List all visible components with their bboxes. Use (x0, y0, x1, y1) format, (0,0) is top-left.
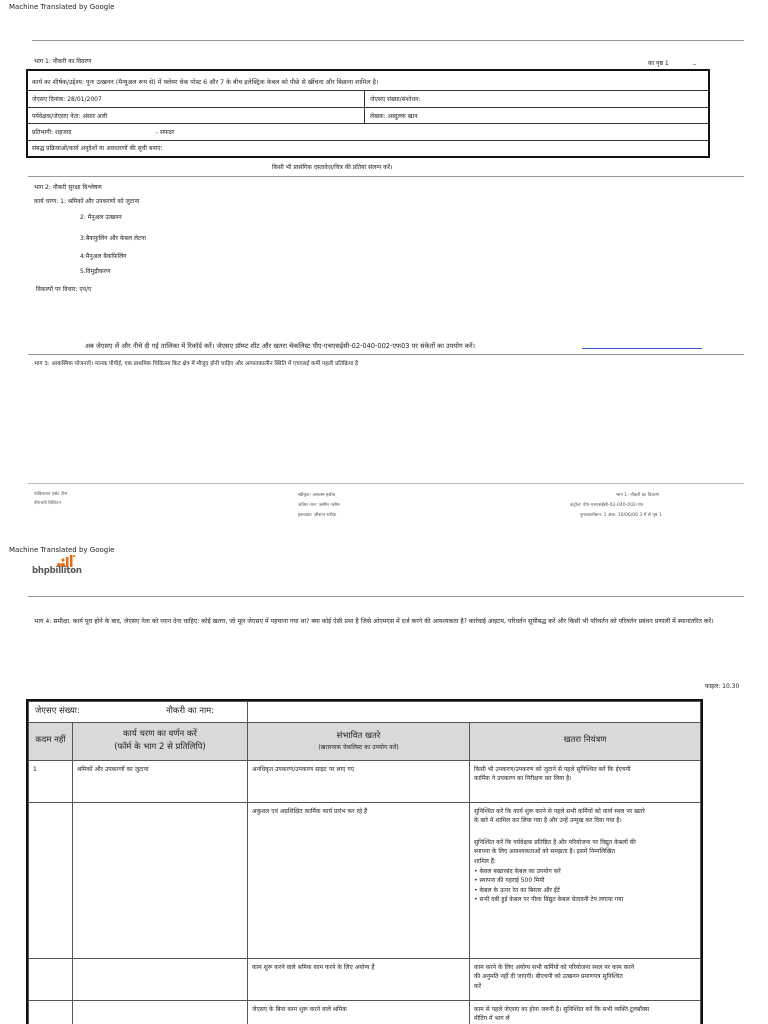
page-number: का पृष्ठ 1 (648, 60, 669, 67)
jsea-date: जेएसए दिनांक: 28/01/2007 (32, 96, 102, 103)
alternatives: विकल्पों पर विचार: एन/ए (36, 286, 92, 293)
row4-desc (73, 1000, 248, 1024)
col-step-header: कदम नहीं (29, 722, 73, 760)
bhp-logo-text: bhpbilliton (32, 566, 82, 576)
row3-hazard: काम शुरू करने वाले श्रमिक काम करने के लिए अयोग्य हैं (248, 958, 470, 1000)
step-5: 5.विमुद्रीकरण (80, 268, 111, 275)
row4-control-line: मीटिंग में भाग लें (474, 1015, 510, 1023)
participants-mark: , (156, 128, 158, 135)
row1-control (470, 760, 701, 802)
row2-desc (73, 802, 248, 958)
supervisor: पर्यवेक्षक/जेएसए नेता: अंसार अली (32, 113, 108, 120)
footer-divider (28, 483, 744, 484)
section4-review: भाग 4: समीक्षा. कार्य पूरा होने के बाद, जेएसए नेता को ध्यान देना चाहिए: कोई खतरा, जो मूल जेएसए में पहचाना गया था? क्या कोई ऐसी प्रथा है जिसे ओएमएस में दर्ज करने की आवश्यकता है? कार्रवाई आइटम, परिवर्तन सूचीबद्ध करें और किसी भी परिवर्तन को परिवर्तन प्रबंधन प्रणाली में स्थानांतरित करें। (34, 618, 714, 625)
table-jsea-number: जेएसए संख्या: (29, 702, 248, 723)
footer-left-1: पाकिस्तान एसेट टीम (34, 492, 68, 497)
col-control-header: खतरा नियंत्रण (470, 722, 701, 760)
jsea-number: जेएसए संख्या/संशोधन: (370, 96, 421, 103)
table-job-name (166, 702, 701, 723)
col-hazard-title: संभावित खतरे (336, 730, 381, 741)
row2-control-bullet: • केबल के ऊपर रेत का बिस्तर और ईंटें (474, 886, 560, 894)
footer-right-3: पुनरावलोकन: 1 अंक: 10/06/06 3 में से पृष्ठ 1 (580, 513, 662, 518)
row1-control-line: कार्मिक ने उपकरण का निरीक्षण कर लिया है। (474, 775, 572, 783)
date-row (28, 91, 708, 108)
instruction-underline (582, 348, 702, 349)
page-number-mark: _ (693, 58, 696, 65)
row3-control (470, 958, 701, 1000)
row2-control-line: शामिल हैं: (474, 857, 496, 865)
section3-divider (28, 354, 744, 355)
row1-step: 1 (29, 760, 73, 802)
jsea-table (26, 699, 703, 1024)
row2-hazard: अकुशल एवं अप्रशिक्षित कार्मिक कार्य प्रारंभ कर रहे हैं (248, 802, 470, 958)
row4-step (29, 1000, 73, 1024)
col-desc-title: कार्य चरण का वर्णन करें (123, 728, 197, 739)
row2-control-line: स्थापना के लिए आवश्यकताओं को समझता है। इसमें निम्नलिखित (474, 848, 616, 856)
footer-left-2: बीएचपी बिलिटन (34, 501, 61, 506)
page2-header-divider (28, 596, 744, 597)
step-4: 4:मैनुअल बैकफिलिंग (80, 253, 127, 260)
footer-right-1: भाग 1: नौकरी का विवरण (616, 493, 659, 498)
section2-label: भाग 2: नौकरी सुरक्षा विश्लेषण (34, 184, 102, 191)
row1-control-line: किसी भी उपकरण/उपकरण को जुटाने से पहले सुनिश्चित करें कि ईएचपी (474, 765, 631, 773)
row3-control-line: काम करने के लिए अयोग्य सभी कर्मियों को परियोजना स्थल पर काम करने (474, 963, 635, 971)
job-details-box (26, 69, 710, 158)
row2-control (470, 802, 701, 958)
work-steps-label: कार्य चरण: 1: श्रमिकों और उपकरणों को जुटाना (34, 198, 140, 205)
related-procedures: संबद्ध प्रक्रियाओं/कार्य अनुदेशों या अवधारणों की सूची बनाएं: (32, 145, 163, 152)
supervisor-row (28, 108, 708, 124)
row3-control-line: करें (474, 982, 482, 990)
row3-step (29, 958, 73, 1000)
section-divider (28, 176, 744, 177)
machine-translated-label: Machine Translated by Google (9, 3, 115, 11)
row2-control-bullet: • केवल बख्तरबंद केबल का उपयोग करें (474, 867, 561, 875)
table-top-row (29, 702, 701, 723)
participants: प्रतिभागी: शहजाद (32, 129, 72, 136)
header-divider (32, 40, 744, 41)
table-row (29, 802, 701, 958)
participants-row (28, 124, 708, 141)
footer-mid-2: अंतिम नाम: जसीम नसीम (298, 503, 340, 508)
step-2: 2: मैनुअल उत्खनन (80, 214, 122, 221)
footer-right-2: कंट्रोल: पीए-एचएसईसी-02-040-002-एफ (570, 503, 644, 508)
author: लेखक: अब्दुल्ला खान (370, 113, 418, 120)
col-desc-sub: (फॉर्म के भाग 2 से प्रतिलिपि) (114, 742, 206, 753)
row2-control-line: सुनिश्चित करें कि कार्य शुरू करने से पहले सभी कर्मियों को कार्य स्थल पर खतरे (474, 807, 645, 815)
job-title-row (28, 71, 708, 91)
row2-control-spacer (474, 826, 696, 838)
row1-hazard: अनधिकृत उपकरण/उपकरण साइट पर लाए गए (248, 760, 470, 802)
section3-label: भाग 3: आकस्मिक योजनाएँ। मानक पीपीई, एक प्राथमिक चिकित्सा किट क्षेत्र में मौजूद होनी चाहिए और आपातकालीन स्थिति में एचएसई कर्मी पहली प्रतिक्रिया है (34, 361, 359, 367)
row2-control-line: के बारे में शामिल कर लिया गया है और उन्हें उन्मुख कर दिया गया है। (474, 817, 622, 825)
attach-note: किसी भी प्रासंगिक दस्तावेज़/चित्र की प्रतियां संलग्न करें। (272, 164, 393, 171)
col-hazard-sub: (खतरनाक चेकलिस्ट का उपयोग करें) (318, 744, 399, 752)
table-row (29, 958, 701, 1000)
col-desc-header (73, 722, 248, 760)
machine-translated-label-2: Machine Translated by Google (9, 546, 115, 554)
row3-desc (73, 958, 248, 1000)
col-hazard-header (248, 722, 470, 760)
row2-control-line: सुनिश्चित करें कि पर्यवेक्षक प्रतिष्ठित है और परियोजना पर विद्युत केबलों की (474, 838, 636, 846)
participants-2: सफदर (160, 129, 175, 136)
footer-mid-1: स्वीकृत: असलम हसीब (298, 493, 336, 498)
table-row (29, 760, 701, 802)
row2-control-bullet: • सभी दबी हुई केबल पर पीला विद्युत केबल चेतावनी टेप लगाया गया (474, 896, 624, 904)
row2-control-bullet: • स्थापना की गहराई 500 मिमी (474, 877, 545, 885)
row2-step (29, 802, 73, 958)
footer-mid-3: हस्ताक्षर: जीशान शरीफ़ (298, 513, 337, 518)
table-row (29, 1000, 701, 1024)
instruction-text: अब जेएसए लें और नीचे दी गई तालिका में रिकॉर्ड करें। जेएसए प्रॉम्प्ट शीट और खतरा चेकलिस्ट पीए-एचएसईसी-02-040-002-एफ03 पर संकेतों का उपयोग करें। (85, 342, 476, 350)
procedures-row (28, 141, 708, 156)
row4-hazard: जेएसए के बिना काम शुरू करने वाले श्रमिक (248, 1000, 470, 1024)
section1-label: भाग 1: नौकरी का विवरण (34, 58, 92, 65)
row4-control (470, 1000, 701, 1024)
row4-control-line: काम से पहले जेएसए का होना जरूरी है। सुनिश्चित करें कि सभी व्यक्ति टूलबॉक्स (474, 1005, 650, 1013)
row1-desc: श्रमिकों और उपकरणों का जुटाना (73, 760, 248, 802)
table-header-row (29, 722, 701, 760)
table-job-name-label: नौकरी का नाम: (166, 706, 215, 716)
job-title: कार्य का शीर्षक/उद्देश्य: पुनः उत्खनन (मैन्युअल रूप से) में फ्लेयर चेक पोस्ट 6 और 7 के बीच इलेक्ट्रिक केबल को पीछे से खींचना और बिछाना शामिल है। (32, 79, 379, 86)
row3-control-line: की अनुमति नहीं दी जाएगी। बीएचपी को उत्खनन प्रमाणपत्र सुनिश्चित (474, 973, 623, 981)
form-number: फ़ाइल: 10.30 (705, 683, 740, 690)
step-3: 3:बैकफुलिंग और केबल लेटना (80, 235, 146, 242)
